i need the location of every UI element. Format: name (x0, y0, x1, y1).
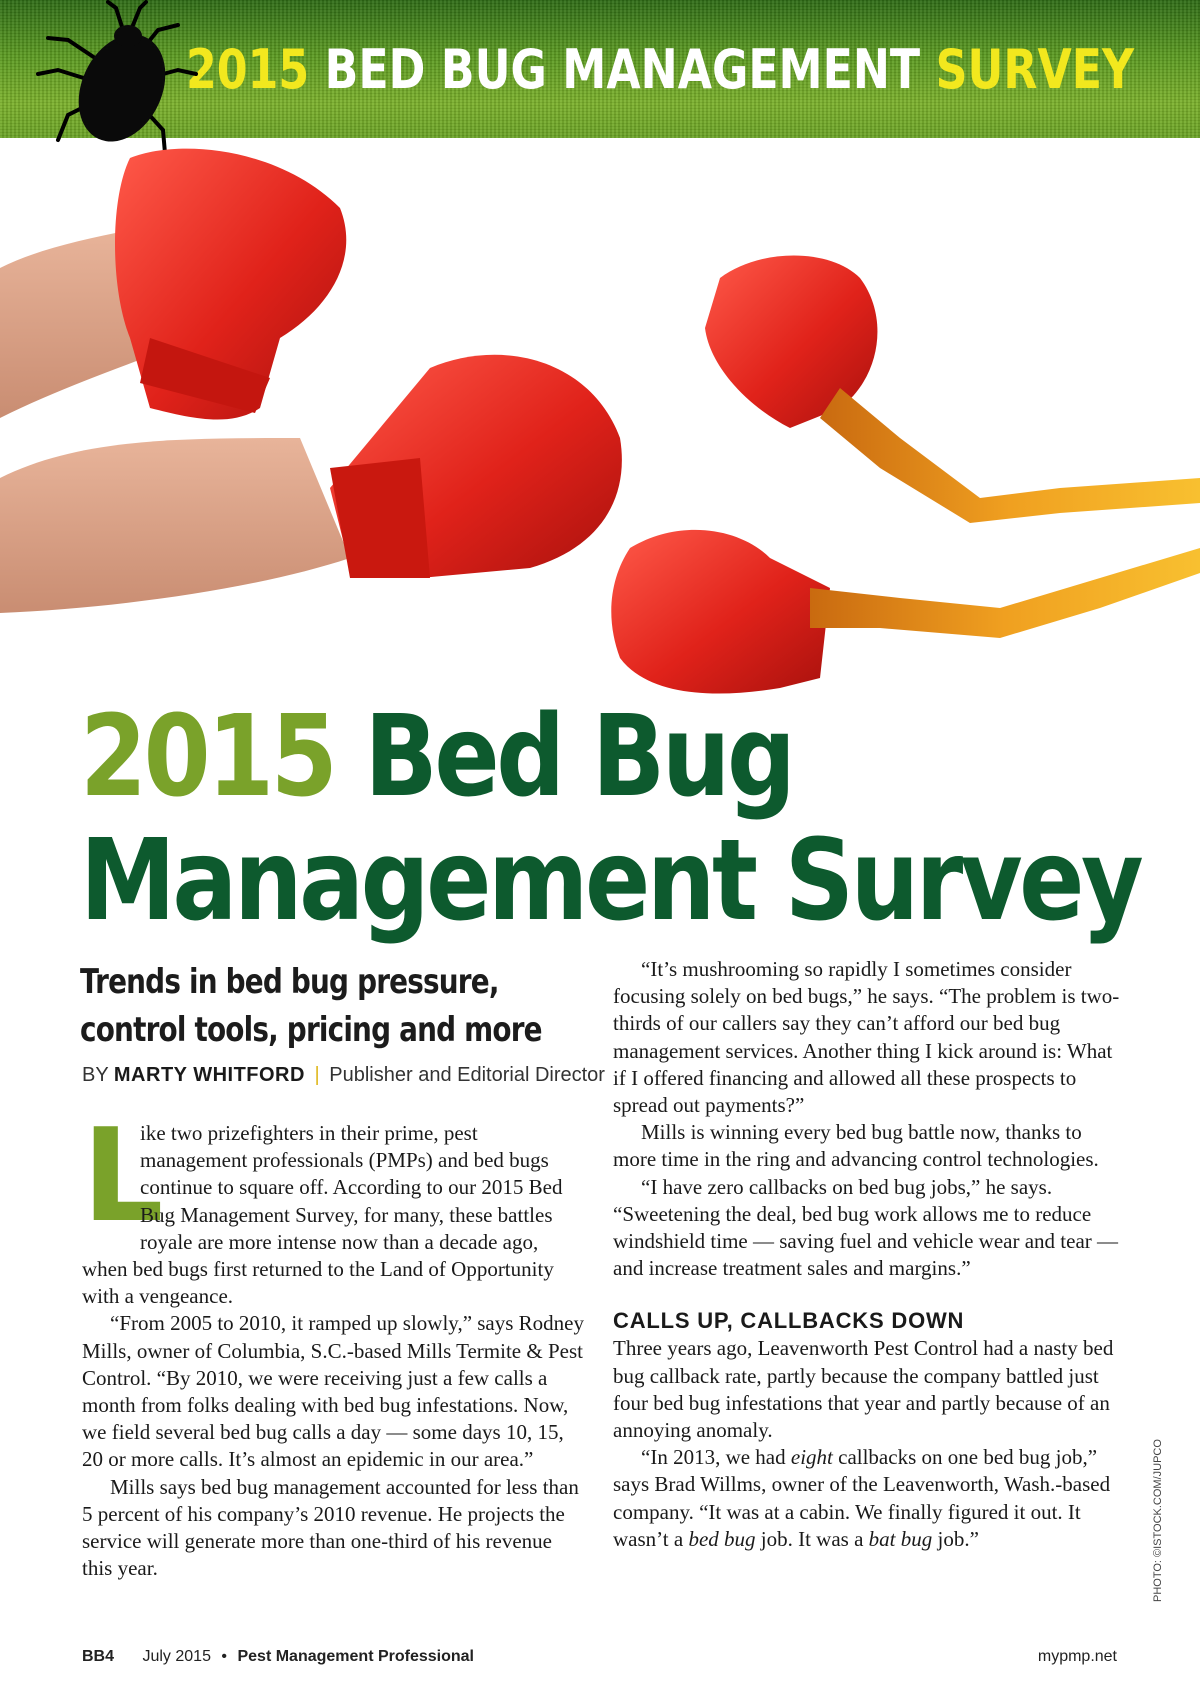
paragraph-6: “I have zero callbacks on bed bug jobs,” he says. “Sweetening the deal, bed bug work allows me to reduce windshield time — saving fuel and vehicle wear and tear — and increase treatment sales and margins.” (613, 1174, 1119, 1281)
paragraph-8-emphasis-3: bat bug (868, 1526, 933, 1551)
article-column-left (82, 1102, 587, 1582)
article-column-right (613, 956, 1128, 1553)
paragraph-8-part-b: callbacks on one bed bug job,” says Brad Willms, owner of the Leavenworth, Wash.-based company. “It was at a cabin. We finally figured it out. It wasn’t a (613, 1445, 1111, 1551)
website-link[interactable]: mypmp.net (1037, 1648, 1117, 1665)
byline-separator: | (314, 1064, 320, 1086)
page-number: BB4 (82, 1648, 115, 1665)
photo-credit: PHOTO: ©ISTOCK.COM/JUPCO (1152, 1439, 1164, 1602)
subhead-line-1: Trends in bed bug pressure, (80, 962, 499, 1002)
paragraph-8 (613, 1444, 1128, 1553)
drop-cap: L (82, 1102, 164, 1251)
paragraph-1 (82, 1102, 587, 1310)
footer-bullet: • (221, 1648, 228, 1665)
magazine-name: Pest Management Professional (237, 1648, 474, 1665)
paragraph-2: “From 2005 to 2010, it ramped up slowly,” says Rodney Mills, owner of Columbia, S.C.-based Mills Termite & Pest Control. “By 2010, we were receiving just a few calls a month from folks dealing with bed bug infestations. Now, we field several bed bug calls a day — some days 10, 15, 20 or more calls. It’s almost an epidemic in our area.” (82, 1311, 585, 1472)
paragraph-8-part-c: job. It was a (755, 1526, 869, 1551)
paragraph-8-emphasis-2: bed bug (688, 1526, 756, 1551)
banner-year: 2015 (186, 38, 310, 101)
paragraph-5: Mills is winning every bed bug battle now, thanks to more time in the ring and advancing control technologies. (613, 1120, 1099, 1172)
boxing-gloves-photo (0, 138, 1200, 718)
paragraph-8-part-d: job.” (932, 1526, 979, 1551)
banner-title (186, 40, 1134, 100)
paragraph-4: “It’s mushrooming so rapidly I sometimes consider focusing solely on bed bugs,” he says. “The problem is two-thirds of our callers say they can’t afford our bed bug management services. Another thing I kick around is: What if I offered financing and allowed all these prospects to spread out payments?” (613, 957, 1120, 1118)
byline (82, 1064, 605, 1087)
issue-date: July 2015 (142, 1648, 211, 1665)
headline-line-1 (80, 692, 992, 822)
subhead-line-2: control tools, pricing and more (80, 1010, 542, 1050)
byline-role: Publisher and Editorial Director (329, 1064, 605, 1086)
headline-year: 2015 (80, 692, 335, 822)
page-footer (82, 1648, 1117, 1666)
section-heading: CALLS UP, CALLBACKS DOWN (613, 1308, 965, 1334)
paragraph-1-text: ike two prizefighters in their prime, pest management professionals (PMPs) and bed bugs continue to square off. According to our 2015 Bed Bug Management Survey, for many, these battles royale are more intense now than a decade ago, when bed bugs first returned to the Land of Opportunity with a vengeance. (82, 1121, 563, 1309)
subheadline (80, 958, 542, 1054)
paragraph-3: Mills says bed bug management accounted for less than 5 percent of his company’s 2010 revenue. He projects the service will generate more than one-third of his revenue this year. (82, 1474, 579, 1581)
banner-middle: BED BUG MANAGEMENT (324, 38, 921, 101)
byline-by: BY (82, 1064, 109, 1086)
paragraph-7: Three years ago, Leavenworth Pest Control had a nasty bed bug callback rate, partly because the company battled just four bed bug infestations that year and partly because of an annoying anomaly. (613, 1336, 1114, 1443)
banner-end: SURVEY (935, 38, 1135, 101)
headline-line-1-rest: Bed Bug (364, 692, 793, 822)
headline (80, 692, 1141, 946)
paragraph-8-part-a: “In 2013, we had (641, 1445, 791, 1470)
headline-line-2: Management Survey (80, 816, 1141, 946)
byline-author: MARTY WHITFORD (113, 1064, 305, 1086)
paragraph-8-emphasis-1: eight (790, 1445, 833, 1470)
